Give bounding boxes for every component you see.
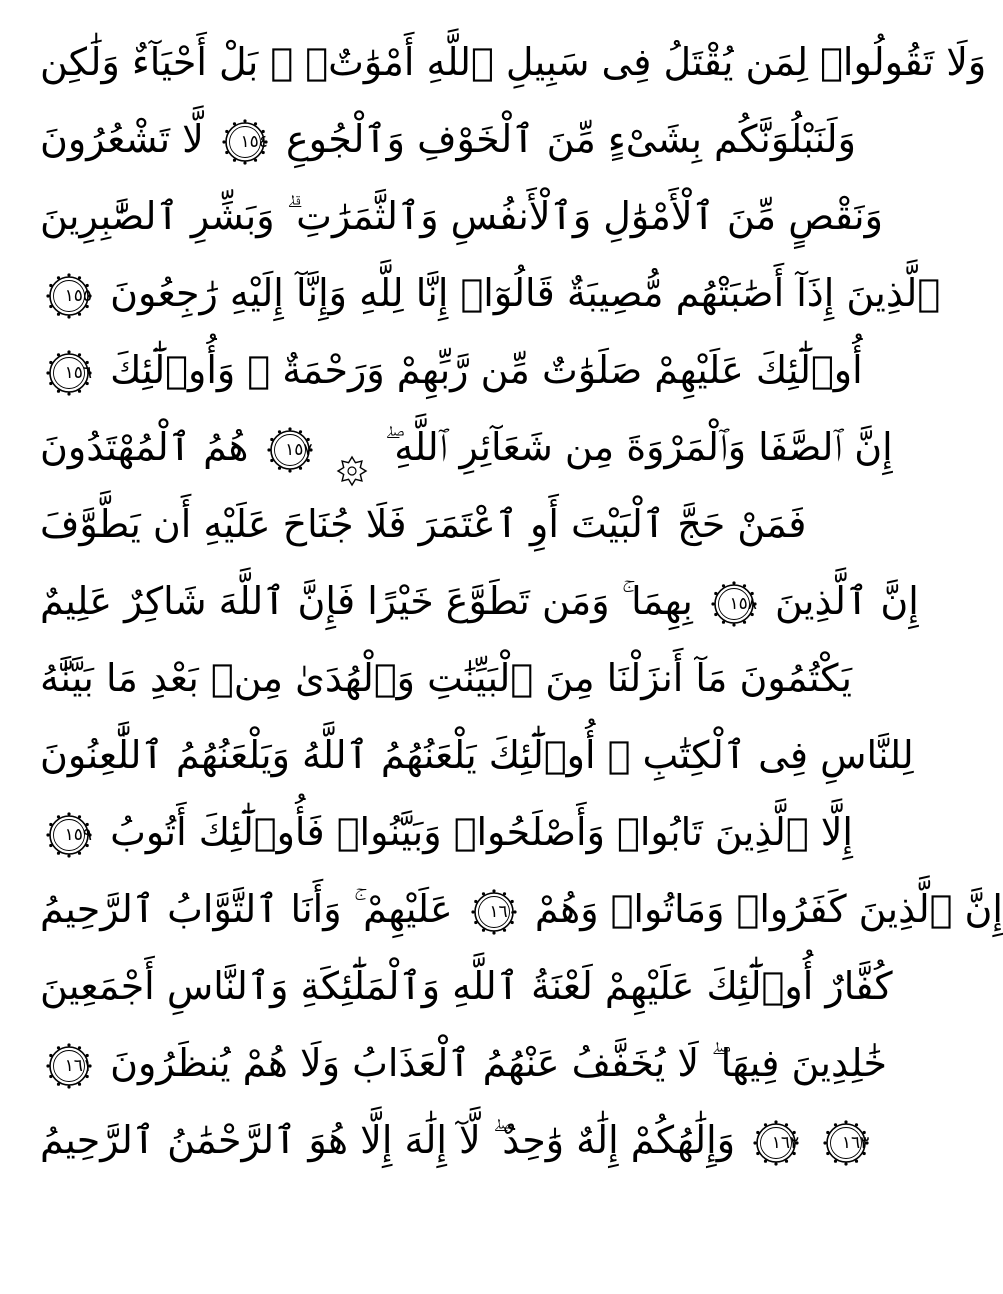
- verse-line-9: [40, 640, 852, 717]
- verse-line-8: [40, 563, 919, 640]
- rub-el-hizb-icon: [337, 435, 367, 465]
- verse-line-1: [40, 24, 987, 101]
- ayah-number-marker: [46, 350, 92, 396]
- ayah-number: ١٦١: [64, 1055, 92, 1076]
- ayah-number: ١٥٩: [64, 824, 92, 845]
- verse-text: هُمُ ٱلْمُهْتَدُونَ: [40, 425, 249, 469]
- ayah-number-marker: [222, 119, 268, 165]
- ayah-number: ١٥٥: [64, 285, 92, 306]
- ayah-number-marker: [46, 1043, 92, 1089]
- ayah-number: ١٥٨: [729, 593, 757, 614]
- verse-line-13: [40, 948, 893, 1025]
- ayah-number: ١٥٦: [64, 362, 92, 383]
- verse-line-11: [40, 794, 853, 871]
- verse-line-14: [40, 1025, 887, 1102]
- verse-text: كُفَّارٌ أُو۟لَٰٓئِكَ عَلَيْهِمْ لَعْنَةُ ٱللَّهِ وَٱلْمَلَٰٓئِكَةِ وَٱلنَّاسِ أَجْمَعِينَ: [40, 964, 893, 1008]
- ayah-number: ١٦٠: [489, 901, 517, 922]
- ayah-number: ١٥٧: [285, 439, 313, 460]
- verse-line-2: [40, 101, 856, 178]
- verse-text: وَلَنَبْلُوَنَّكُم بِشَىْءٍ مِّنَ ٱلْخَوْفِ وَٱلْجُوعِ: [285, 117, 856, 161]
- verse-text: أُو۟لَٰٓئِكَ عَلَيْهِمْ صَلَوَٰتٌ مِّن رَّبِّهِمْ وَرَحْمَةٌ ۖ وَأُو۟لَٰٓئِكَ: [110, 348, 863, 392]
- verse-text: فَمَنْ حَجَّ ٱلْبَيْتَ أَوِ ٱعْتَمَرَ فَلَا جُنَاحَ عَلَيْهِ أَن يَطَّوَّفَ: [40, 502, 807, 546]
- ayah-number-marker: [471, 889, 517, 935]
- ayah-number: ١٥٤: [240, 131, 268, 152]
- ayah-number: ١٦٣: [841, 1132, 870, 1153]
- verse-text: إِلَّا ٱلَّذِينَ تَابُوا۟ وَأَصْلَحُوا۟ وَبَيَّنُوا۟ فَأُو۟لَٰٓئِكَ أَتُوبُ: [110, 810, 853, 854]
- verse-line-15: [40, 1102, 870, 1179]
- verse-text: عَلَيْهِمْ ۚ وَأَنَا ٱلتَّوَّابُ ٱلرَّحِيمُ: [40, 887, 453, 931]
- ayah-number-marker: [46, 273, 92, 319]
- verse-line-4: [40, 255, 941, 332]
- verse-line-5: [40, 332, 863, 409]
- verse-text: وَنَقْصٍ مِّنَ ٱلْأَمْوَٰلِ وَٱلْأَنفُسِ وَٱلثَّمَرَٰتِ ۗ وَبَشِّرِ ٱلصَّٰبِرِينَ: [40, 194, 883, 238]
- ayah-number-marker: [711, 581, 757, 627]
- verse-text: خَٰلِدِينَ فِيهَا ۖ لَا يُخَفَّفُ عَنْهُمُ ٱلْعَذَابُ وَلَا هُمْ يُنظَرُونَ: [110, 1041, 887, 1085]
- verse-text: وَلَا تَقُولُوا۟ لِمَن يُقْتَلُ فِى سَبِيلِ ٱللَّهِ أَمْوَٰتٌۢ ۚ بَلْ أَحْيَآءٌ وَلَٰكِن: [40, 40, 987, 84]
- verse-text: لَّا تَشْعُرُونَ: [40, 117, 204, 161]
- ayah-number-marker: [46, 812, 92, 858]
- verse-line-7: [40, 486, 807, 563]
- verse-text: بِهِمَا ۚ وَمَن تَطَوَّعَ خَيْرًا فَإِنَّ ٱللَّهَ شَاكِرٌ عَلِيمٌ: [40, 579, 693, 623]
- verse-line-12: [40, 871, 1003, 948]
- verse-line-10: [40, 717, 914, 794]
- ayah-number-marker: [823, 1120, 869, 1166]
- verse-text: وَإِلَٰهُكُمْ إِلَٰهٌ وَٰحِدٌ ۖ لَّآ إِلَٰهَ إِلَّا هُوَ ٱلرَّحْمَٰنُ ٱلرَّحِيمُ: [40, 1118, 736, 1162]
- verse-line-3: [40, 178, 883, 255]
- ayah-number-marker: [753, 1120, 799, 1166]
- ayah-number: ١٦٢: [771, 1132, 800, 1153]
- verse-text: يَكْتُمُونَ مَآ أَنزَلْنَا مِنَ ٱلْبَيِّنَٰتِ وَٱلْهُدَىٰ مِنۢ بَعْدِ مَا بَيَّنَّٰهُ: [40, 656, 852, 700]
- ayah-number-marker: [267, 427, 313, 473]
- verse-line-6: [40, 409, 893, 486]
- verse-text: إِنَّ ٱلَّذِينَ كَفَرُوا۟ وَمَاتُوا۟ وَهُمْ: [534, 887, 1003, 931]
- verse-text: لِلنَّاسِ فِى ٱلْكِتَٰبِ ۙ أُو۟لَٰٓئِكَ يَلْعَنُهُمُ ٱللَّهُ وَيَلْعَنُهُمُ ٱللَّٰعِنُونَ: [40, 733, 914, 777]
- verse-text: إِنَّ ٱلَّذِينَ: [774, 579, 919, 623]
- verse-text: إِنَّ ٱلصَّفَا وَٱلْمَرْوَةَ مِن شَعَآئِرِ ٱللَّهِ ۖ: [384, 425, 893, 469]
- verse-text: ٱلَّذِينَ إِذَآ أَصَٰبَتْهُم مُّصِيبَةٌ قَالُوٓا۟ إِنَّا لِلَّهِ وَإِنَّآ إِلَيْهِ رَٰجِعُونَ: [110, 271, 941, 315]
